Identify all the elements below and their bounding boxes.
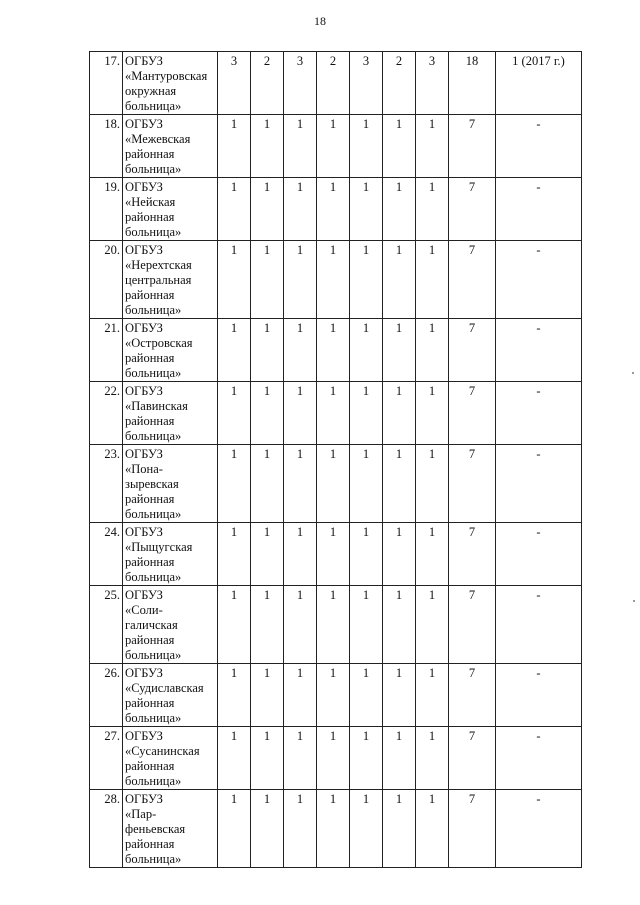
institution-name-line: «Мантуровская — [125, 69, 208, 83]
value-cell: 2 — [383, 52, 416, 115]
value-cell: 1 — [284, 664, 317, 727]
row-number: 24. — [90, 523, 123, 586]
institution-name-line: больница» — [125, 99, 182, 113]
institution-name-line: районная — [125, 696, 175, 710]
value-cell: 1 — [383, 178, 416, 241]
note-cell: 1 (2017 г.) — [496, 52, 582, 115]
institution-name-line: «Островская — [125, 336, 193, 350]
institution-name-line: ОГБУЗ — [125, 180, 163, 194]
institution-name-line: ОГБУЗ — [125, 384, 163, 398]
value-cell: 1 — [317, 664, 350, 727]
value-cell: 1 — [350, 445, 383, 523]
value-cell: 1 — [317, 241, 350, 319]
institution-name — [123, 523, 218, 586]
institution-name — [123, 319, 218, 382]
value-cell: 1 — [317, 319, 350, 382]
row-number: 22. — [90, 382, 123, 445]
institution-name-line: районная — [125, 759, 175, 773]
value-cell: 1 — [416, 790, 449, 868]
value-cell: 1 — [251, 586, 284, 664]
row-number: 17. — [90, 52, 123, 115]
institution-name-line: «Павинская — [125, 399, 188, 413]
table-row — [90, 727, 582, 790]
institution-name-line: больница» — [125, 711, 182, 725]
value-cell: 1 — [284, 241, 317, 319]
institution-name-line: ОГБУЗ — [125, 243, 163, 257]
value-cell: 1 — [284, 319, 317, 382]
value-cell: 1 — [350, 664, 383, 727]
value-cell: 3 — [416, 52, 449, 115]
value-cell: 1 — [251, 382, 284, 445]
value-cell: 1 — [383, 445, 416, 523]
value-cell: 1 — [251, 727, 284, 790]
value-cell: 1 — [251, 115, 284, 178]
institution-name-line: районная — [125, 147, 175, 161]
note-cell: - — [496, 241, 582, 319]
row-number: 28. — [90, 790, 123, 868]
value-cell: 1 — [284, 178, 317, 241]
institution-name-line: больница» — [125, 774, 182, 788]
value-cell: 1 — [350, 523, 383, 586]
institution-name-line: больница» — [125, 429, 182, 443]
institution-name-line: районная — [125, 210, 175, 224]
value-cell: 1 — [416, 382, 449, 445]
note-cell: - — [496, 664, 582, 727]
value-cell: 1 — [416, 664, 449, 727]
value-cell: 1 — [383, 664, 416, 727]
table-row — [90, 790, 582, 868]
institution-name-line: окружная — [125, 84, 177, 98]
value-cell: 1 — [416, 241, 449, 319]
note-cell: - — [496, 115, 582, 178]
institution-name — [123, 382, 218, 445]
value-cell: 1 — [218, 382, 251, 445]
institution-name-line: районная — [125, 288, 175, 302]
institution-name-line: галичская — [125, 618, 178, 632]
institution-name-line: «Пыщугская — [125, 540, 193, 554]
value-cell: 1 — [317, 445, 350, 523]
institution-name-line: больница» — [125, 570, 182, 584]
note-cell: - — [496, 178, 582, 241]
institution-name-line: ОГБУЗ — [125, 588, 163, 602]
table-row — [90, 52, 582, 115]
value-cell: 1 — [218, 790, 251, 868]
value-cell: 1 — [251, 445, 284, 523]
institution-name-line: ОГБУЗ — [125, 54, 163, 68]
institution-name-line: больница» — [125, 852, 182, 866]
value-cell: 1 — [218, 241, 251, 319]
value-cell: 1 — [251, 241, 284, 319]
institution-name — [123, 664, 218, 727]
page-number: 18 — [314, 14, 326, 28]
table-row — [90, 664, 582, 727]
institution-name — [123, 115, 218, 178]
value-cell: 1 — [251, 523, 284, 586]
institution-name-line: ОГБУЗ — [125, 792, 163, 806]
institution-name-line: больница» — [125, 366, 182, 380]
value-cell: 1 — [350, 178, 383, 241]
institution-name-line: районная — [125, 492, 175, 506]
total-cell: 7 — [449, 445, 496, 523]
value-cell: 1 — [350, 382, 383, 445]
value-cell: 1 — [317, 586, 350, 664]
value-cell: 1 — [218, 586, 251, 664]
institution-name-line: больница» — [125, 162, 182, 176]
institution-name-line: ОГБУЗ — [125, 447, 163, 461]
institution-name-line: ОГБУЗ — [125, 666, 163, 680]
note-cell: - — [496, 382, 582, 445]
table-row — [90, 178, 582, 241]
value-cell: 1 — [416, 445, 449, 523]
row-number: 23. — [90, 445, 123, 523]
value-cell: 1 — [218, 727, 251, 790]
institution-name-line: больница» — [125, 303, 182, 317]
institution-name — [123, 790, 218, 868]
scan-speck — [633, 600, 635, 602]
institution-name-line: центральная — [125, 273, 192, 287]
row-number: 25. — [90, 586, 123, 664]
institution-name — [123, 445, 218, 523]
scan-speck — [632, 372, 634, 374]
table-row — [90, 445, 582, 523]
value-cell: 1 — [350, 790, 383, 868]
value-cell: 1 — [218, 178, 251, 241]
total-cell: 7 — [449, 115, 496, 178]
row-number: 21. — [90, 319, 123, 382]
value-cell: 1 — [251, 790, 284, 868]
value-cell: 1 — [416, 586, 449, 664]
table-row — [90, 382, 582, 445]
total-cell: 7 — [449, 319, 496, 382]
institution-name-line: «Пар- — [125, 807, 157, 821]
value-cell: 1 — [317, 790, 350, 868]
value-cell: 1 — [383, 586, 416, 664]
institution-name-line: районная — [125, 414, 175, 428]
value-cell: 1 — [284, 790, 317, 868]
value-cell: 1 — [251, 319, 284, 382]
value-cell: 1 — [284, 115, 317, 178]
value-cell: 1 — [383, 241, 416, 319]
institution-name-line: «Нерехтская — [125, 258, 192, 272]
institution-name-line: «Соли- — [125, 603, 163, 617]
value-cell: 1 — [317, 523, 350, 586]
total-cell: 7 — [449, 382, 496, 445]
institution-name-line: «Сусанинская — [125, 744, 200, 758]
value-cell: 1 — [350, 115, 383, 178]
total-cell: 7 — [449, 178, 496, 241]
value-cell: 1 — [251, 664, 284, 727]
value-cell: 1 — [350, 319, 383, 382]
value-cell: 3 — [284, 52, 317, 115]
table-row — [90, 523, 582, 586]
value-cell: 1 — [284, 445, 317, 523]
value-cell: 1 — [317, 382, 350, 445]
table-row — [90, 319, 582, 382]
institution-name — [123, 586, 218, 664]
value-cell: 1 — [383, 319, 416, 382]
total-cell: 7 — [449, 664, 496, 727]
total-cell: 7 — [449, 241, 496, 319]
table-body — [90, 52, 582, 868]
value-cell: 1 — [218, 115, 251, 178]
value-cell: 1 — [383, 382, 416, 445]
row-number: 26. — [90, 664, 123, 727]
value-cell: 2 — [317, 52, 350, 115]
value-cell: 1 — [350, 586, 383, 664]
institution-name-line: «Судиславская — [125, 681, 204, 695]
institution-name — [123, 241, 218, 319]
institution-name-line: районная — [125, 555, 175, 569]
institution-name-line: больница» — [125, 225, 182, 239]
value-cell: 1 — [284, 586, 317, 664]
note-cell: - — [496, 586, 582, 664]
value-cell: 1 — [350, 727, 383, 790]
value-cell: 1 — [218, 664, 251, 727]
institution-name — [123, 52, 218, 115]
value-cell: 1 — [416, 115, 449, 178]
institution-name — [123, 178, 218, 241]
value-cell: 1 — [218, 445, 251, 523]
value-cell: 1 — [284, 727, 317, 790]
institution-name-line: «Нейская — [125, 195, 176, 209]
institution-name-line: районная — [125, 837, 175, 851]
institution-name-line: больница» — [125, 648, 182, 662]
total-cell: 7 — [449, 523, 496, 586]
total-cell: 7 — [449, 790, 496, 868]
institution-name-line: феньевская — [125, 822, 186, 836]
value-cell: 1 — [416, 178, 449, 241]
value-cell: 2 — [251, 52, 284, 115]
table-row — [90, 241, 582, 319]
row-number: 20. — [90, 241, 123, 319]
value-cell: 1 — [416, 727, 449, 790]
value-cell: 1 — [383, 523, 416, 586]
value-cell: 1 — [317, 115, 350, 178]
value-cell: 1 — [416, 523, 449, 586]
total-cell: 18 — [449, 52, 496, 115]
value-cell: 1 — [416, 319, 449, 382]
institution-name-line: «Пона- — [125, 462, 163, 476]
note-cell: - — [496, 727, 582, 790]
value-cell: 1 — [218, 523, 251, 586]
value-cell: 3 — [218, 52, 251, 115]
total-cell: 7 — [449, 727, 496, 790]
table-row — [90, 115, 582, 178]
institution-name-line: ОГБУЗ — [125, 729, 163, 743]
value-cell: 1 — [218, 319, 251, 382]
value-cell: 1 — [383, 115, 416, 178]
row-number: 27. — [90, 727, 123, 790]
institution-name-line: больница» — [125, 507, 182, 521]
value-cell: 1 — [284, 523, 317, 586]
value-cell: 1 — [350, 241, 383, 319]
value-cell: 1 — [251, 178, 284, 241]
institution-name-line: районная — [125, 351, 175, 365]
value-cell: 1 — [317, 178, 350, 241]
institution-name — [123, 727, 218, 790]
row-number: 18. — [90, 115, 123, 178]
institution-name-line: ОГБУЗ — [125, 525, 163, 539]
note-cell: - — [496, 523, 582, 586]
total-cell: 7 — [449, 586, 496, 664]
hospital-table — [89, 51, 582, 868]
table-row — [90, 586, 582, 664]
value-cell: 1 — [284, 382, 317, 445]
value-cell: 1 — [317, 727, 350, 790]
note-cell: - — [496, 790, 582, 868]
note-cell: - — [496, 445, 582, 523]
value-cell: 1 — [383, 790, 416, 868]
institution-name-line: «Межевская — [125, 132, 191, 146]
institution-name-line: зыревская — [125, 477, 179, 491]
row-number: 19. — [90, 178, 123, 241]
institution-name-line: районная — [125, 633, 175, 647]
institution-name-line: ОГБУЗ — [125, 321, 163, 335]
value-cell: 3 — [350, 52, 383, 115]
note-cell: - — [496, 319, 582, 382]
institution-name-line: ОГБУЗ — [125, 117, 163, 131]
value-cell: 1 — [383, 727, 416, 790]
